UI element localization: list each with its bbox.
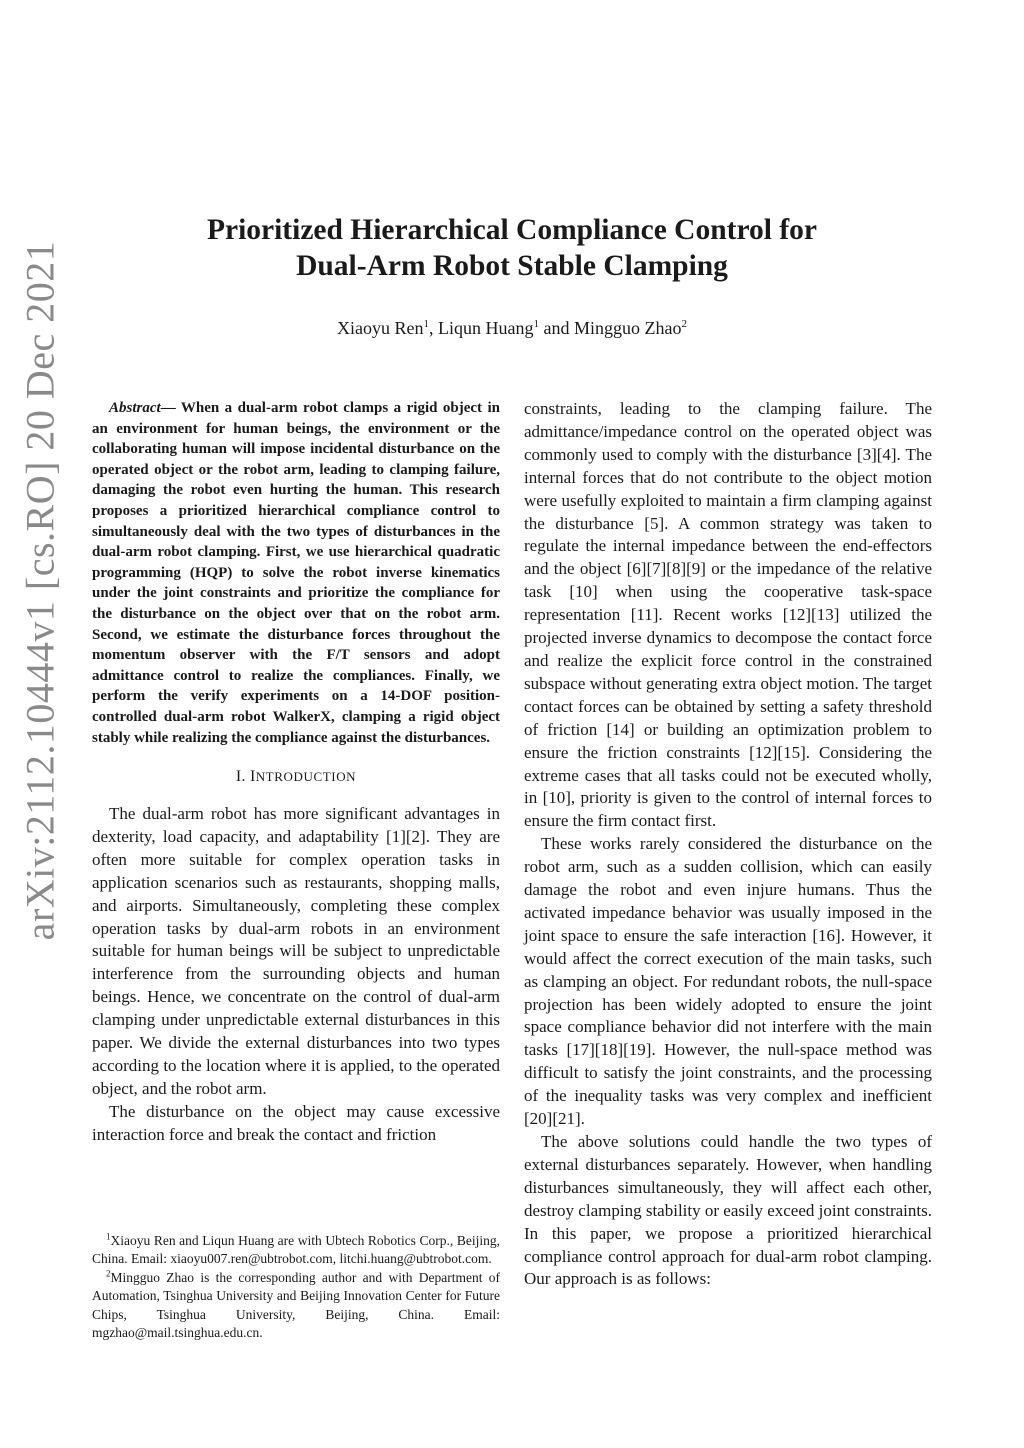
author-2-affiliation: 1 [533,318,539,330]
footnote [92,1269,500,1343]
section-title-rest: NTRODUCTION [255,769,357,785]
abstract [92,398,500,748]
abstract-dash: — [160,400,181,416]
author-1: Xiaoyu Ren [337,318,424,338]
footnote-text: Xiaoyu Ren and Liqun Huang are with Ubtech Robotics Corp., Beijing, China. Email: xiaoyu007.ren@ubtrobot.com, litchi.huang@ubtrobot.com. [92,1233,500,1267]
section-number: I. [235,768,251,786]
title-line-2: Dual-Arm Robot Stable Clamping [296,250,728,282]
body-paragraph: constraints, leading to the clamping failure. The admittance/impedance control on the operated object was commonly used to comply with the disturbance [3][4]. The internal forces that do not contribute to the object motion were usefully exploited to maintain a firm clamping against the disturbance [5]. A common strategy was taken to regulate the internal impedance between the end-effectors and the object [6][7][8][9] or the impedance of the relative task [10] when using the cooperative task-space representation [11]. Recent works [12][13] utilized the projected inverse dynamics to decompose the contact force and realize the explicit force control in the constrained subspace without generating extra object motion. The target contact forces can be obtained by setting a safety threshold of friction [14] or building an optimization problem to ensure the friction constraints [12][15]. Considering the extreme cases that all tasks could not be executed wholly, in [10], priority is given to the control of internal forces to ensure the firm contact first. [524,399,932,831]
abstract-label: Abstract [109,400,161,416]
author-list [0,316,1024,340]
footnotes [92,1232,500,1342]
footnote-mark: 1 [106,1231,111,1242]
author-2: Liqun Huang [438,318,534,338]
paper-title [0,212,1024,284]
author-separator: and [538,318,574,338]
author-3: Mingguo Zhao [573,318,682,338]
author-1-affiliation: 1 [423,318,429,330]
body-paragraph: The above solutions could handle the two types of external disturbances separately. However, when handling disturbances simultaneously, they will affect each other, destroy clamping stability or easily exceed joint constraints. In this paper, we propose a prioritized hierarchical compliance control approach for dual-arm robot clamping. Our approach is as follows: [524,1132,932,1289]
section-title-initial: I [250,768,256,786]
right-column [524,398,932,1291]
footnote-text: Mingguo Zhao is the corresponding author and with Department of Automation, Tsinghua University and Beijing Innovation Center for Future Chips, Tsinghua University, Beijing, China. Email: mgzhao@mail.tsinghua.edu.cn. [92,1269,500,1341]
title-line-1: Prioritized Hierarchical Compliance Control for [206,214,818,246]
section-heading-introduction [92,766,500,789]
author-3-affiliation: 2 [681,318,687,330]
body-paragraph: The disturbance on the object may cause excessive interaction force and break the contact and friction [92,1101,500,1144]
body-paragraph: The dual-arm robot has more significant advantages in dexterity, load capacity, and adaptability [1][2]. They are often more suitable for complex operation tasks in application scenarios such as restaurants, shopping malls, and airports. Simultaneously, completing these complex operation tasks by dual-arm robots in an environment suitable for human beings will be subject to unpredictable interference from the surrounding objects and human beings. Hence, we concentrate on the control of dual-arm clamping under unpredictable external disturbances in this paper. We divide the external disturbances into two types according to the location where it is applied, to the operated object, and the robot arm. [92,804,500,1098]
footnote [92,1232,500,1269]
body-paragraph: These works rarely considered the disturbance on the robot arm, such as a sudden collision, which can easily damage the robot and even injure humans. Thus the activated impedance behavior was usually imposed in the joint space to ensure the safe interaction [16]. However, it would affect the correct execution of the main tasks, such as clamping an object. For redundant robots, the null-space projection has been widely adopted to ensure the joint space compliance behavior did not interfere with the main tasks [17][18][19]. However, the null-space method was difficult to satisfy the joint constraints, and the processing of the inequality tasks was very complex and inefficient [20][21]. [524,834,932,1129]
author-separator: , [429,318,438,338]
arxiv-id: arXiv:2112.10444v1 [cs.RO] 20 Dec 2021 [17,240,63,940]
abstract-text: When a dual-arm robot clamps a rigid object in an environment for human beings, the environment or the collaborating human will impose incidental disturbance on the operated object or the robot arm, leading to clamping failure, damaging the robot even hurting the human. This research proposes a prioritized hierarchical compliance control to simultaneously deal with the two types of disturbances in the dual-arm robot clamping. First, we use hierarchical quadratic programming (HQP) to solve the robot inverse kinematics under the joint constraints and prioritize the compliance for the disturbance on the object over that on the robot arm. Second, we estimate the disturbance forces throughout the momentum observer with the F/T sensors and adopt admittance control to realize the compliances. Finally, we perform the verify experiments on a 14-DOF position-controlled dual-arm robot WalkerX, clamping a rigid object stably while realizing the compliance against the disturbances. [92,400,501,746]
left-column [92,398,500,1147]
footnote-mark: 2 [106,1268,111,1279]
